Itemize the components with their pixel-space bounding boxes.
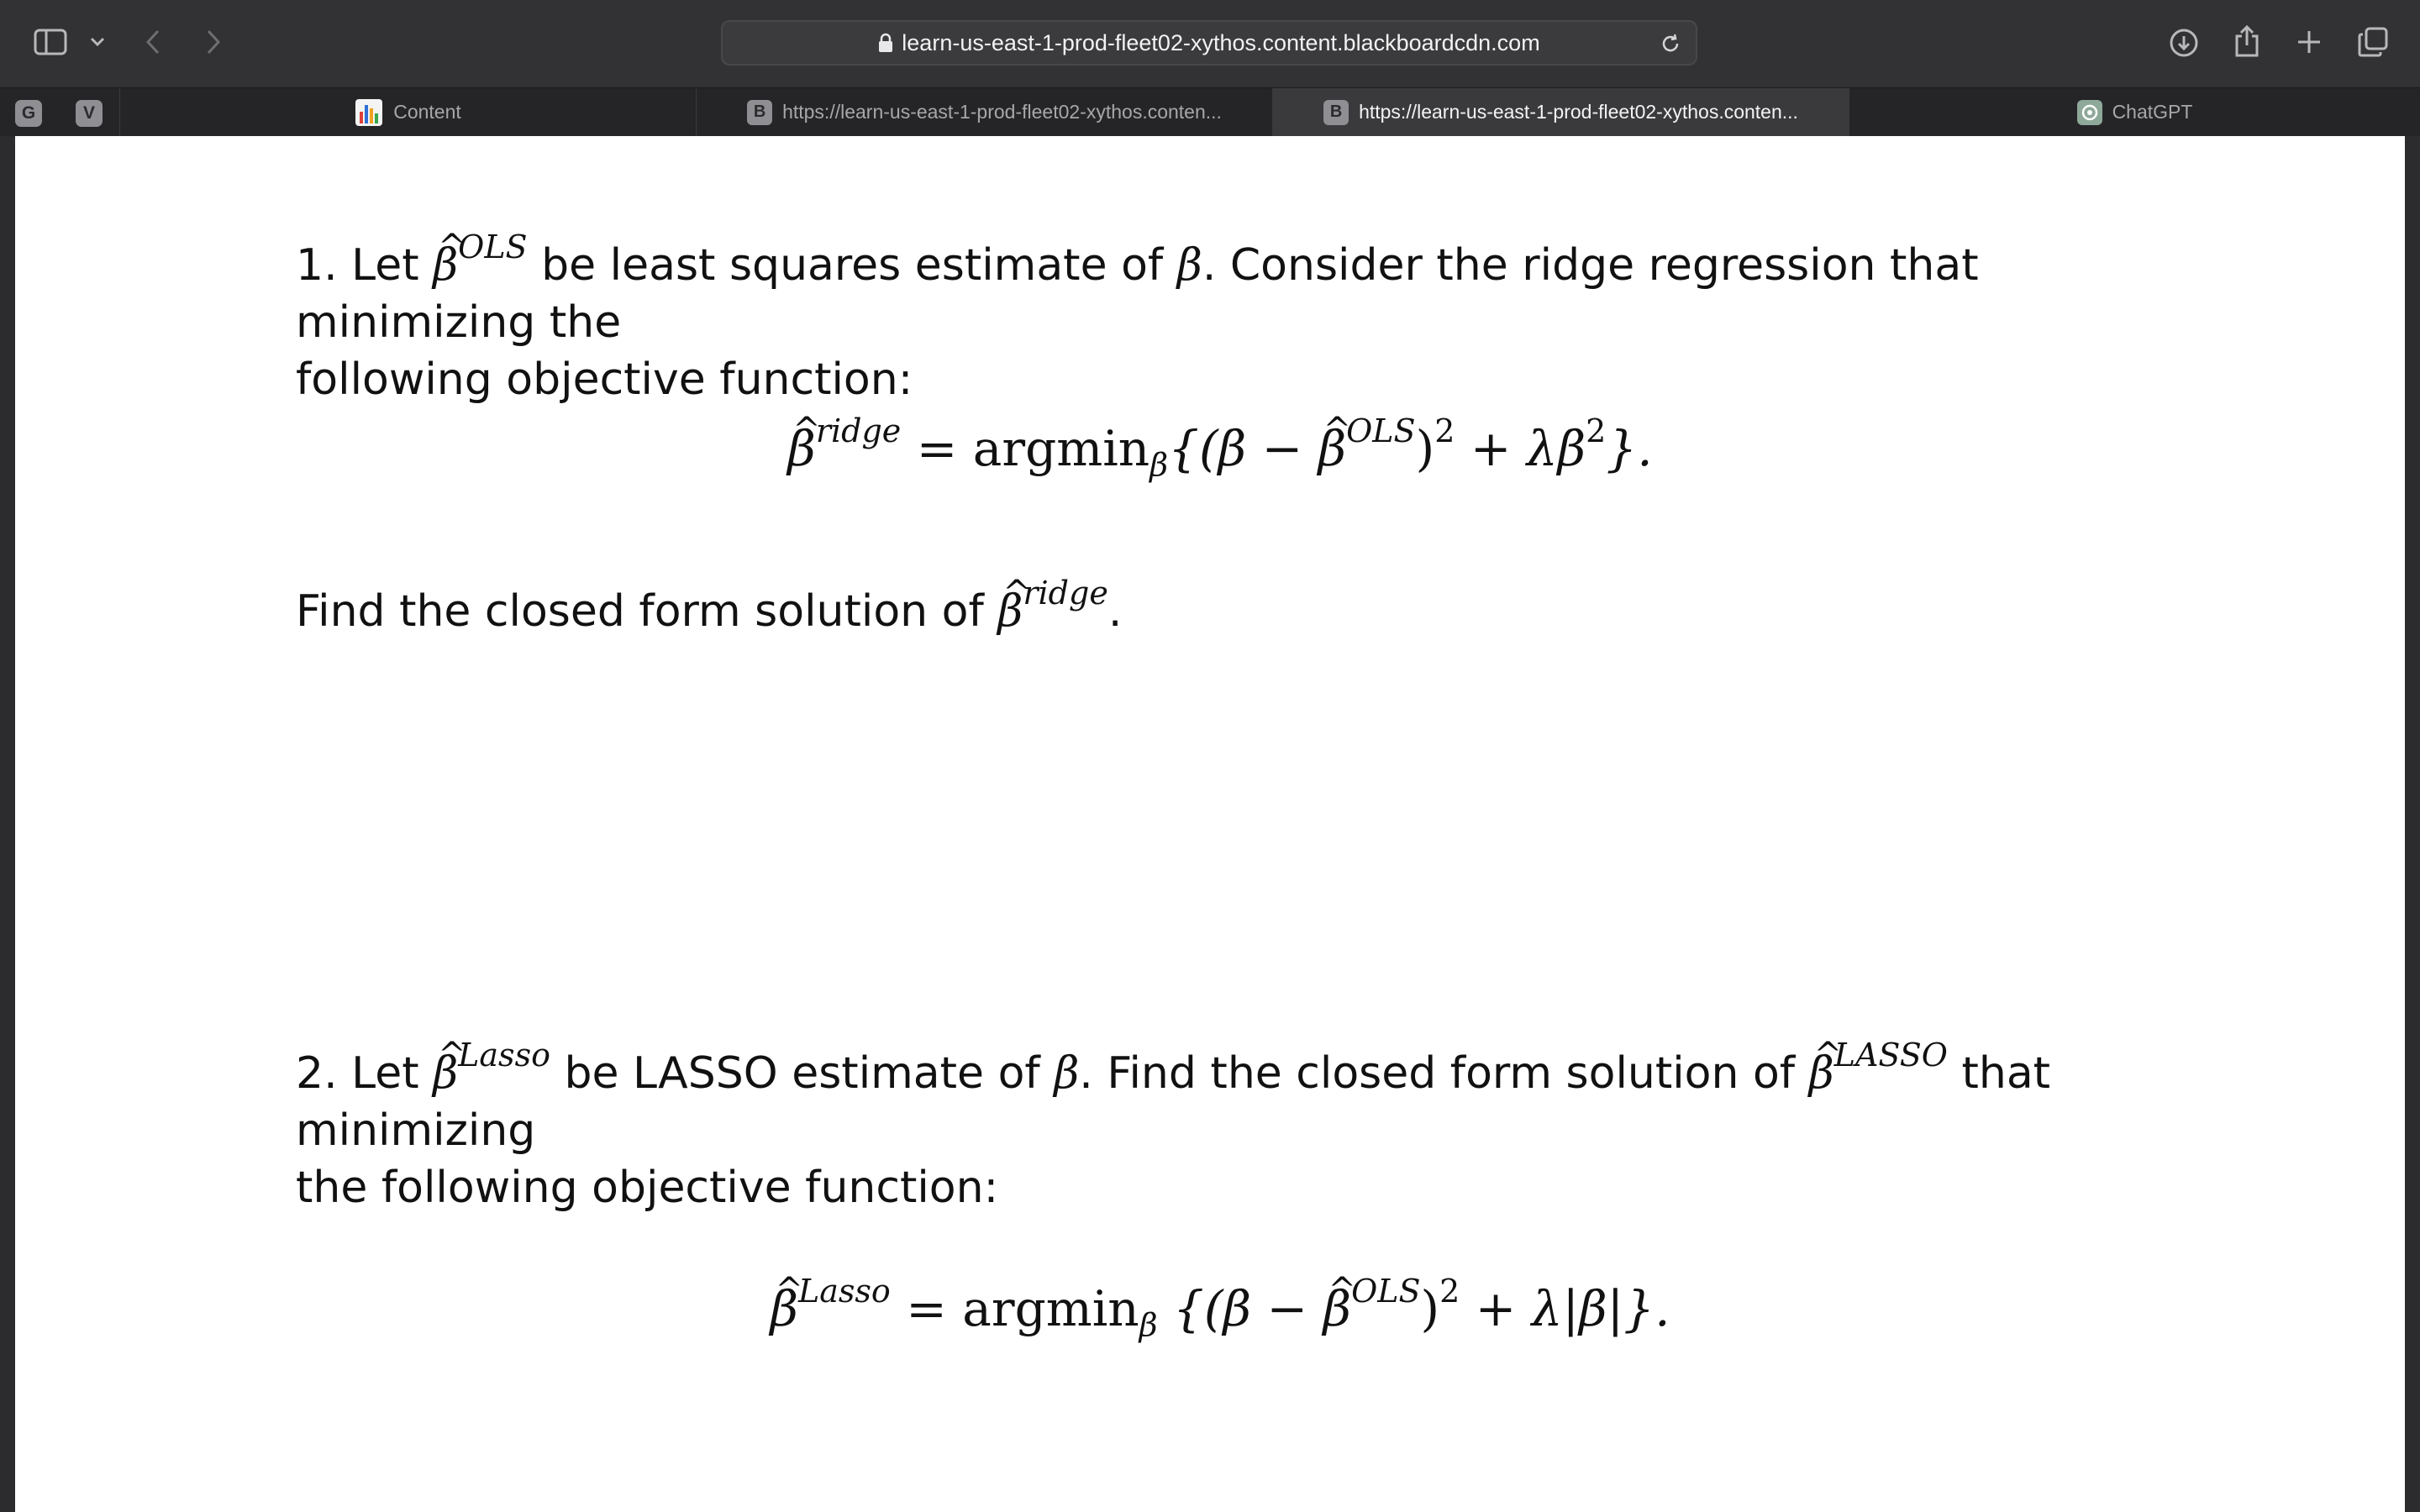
browser-toolbar (0, 0, 2420, 87)
tab-chatgpt[interactable] (1849, 88, 2420, 136)
question-1-find: Find the closed form solution of ^ $\beta^{ridge}$. (296, 583, 2144, 640)
tab-blackboard-2[interactable] (1272, 88, 1849, 136)
lasso-equation: ^ $\beta^{Lasso} = argmin_\beta$ {(β − ^ $\beta^{OLS})^2 + \lambda|\beta|$}. (296, 1275, 2144, 1342)
tab-label: https://learn-us-east-1-prod-fleet02-xythos.conten... (1359, 101, 1798, 123)
forward-icon[interactable] (202, 25, 225, 59)
tab-overview-icon[interactable] (2354, 24, 2391, 60)
share-icon[interactable] (2230, 22, 2264, 60)
new-tab-icon[interactable] (2292, 25, 2326, 59)
chart-icon (355, 98, 383, 127)
ridge-equation: ^ $\beta^{ridge} = argmin_\beta\{(\beta$ − ^ $\beta^{OLS})^2 + \lambda\beta^2$}. (296, 415, 2144, 482)
document-content (296, 228, 2144, 1349)
sidebar-toggle-icon[interactable] (32, 25, 69, 59)
document-page (15, 136, 2405, 1512)
blackboard-icon: B (1323, 100, 1349, 125)
download-icon[interactable] (2166, 25, 2202, 60)
chatgpt-icon (2077, 100, 2102, 125)
tab-label: https://learn-us-east-1-prod-fleet02-xythos.conten... (782, 101, 1222, 123)
tab-content[interactable] (119, 88, 696, 136)
tab-label: Content (393, 101, 461, 123)
lock-icon (878, 33, 893, 53)
pinned-tab-g[interactable]: G (15, 100, 42, 127)
question-2-text: 2. Let ^ $\beta^{Lasso}$ be LASSO estimate of β. Find the closed form solution of ^ $\beta^{LASSO}$ that minimizing the following objective function: (296, 1045, 2144, 1216)
chevron-down-icon[interactable] (87, 30, 108, 54)
tab-bar (0, 87, 2420, 136)
blackboard-icon: B (747, 100, 772, 125)
url-text: learn-us-east-1-prod-fleet02-xythos.content.blackboardcdn.com (902, 29, 1540, 55)
reload-icon[interactable] (1657, 30, 1684, 57)
tab-label: ChatGPT (2112, 101, 2193, 123)
pinned-tab-v[interactable]: V (76, 100, 103, 127)
back-icon[interactable] (141, 25, 165, 59)
tab-blackboard-1[interactable] (696, 88, 1272, 136)
question-1-text: 1. Let ^ $\beta^{OLS}$ be least squares estimate of β. Consider the ridge regression that minimizing the following objective function: (296, 237, 2144, 408)
address-bar[interactable] (721, 20, 1697, 66)
